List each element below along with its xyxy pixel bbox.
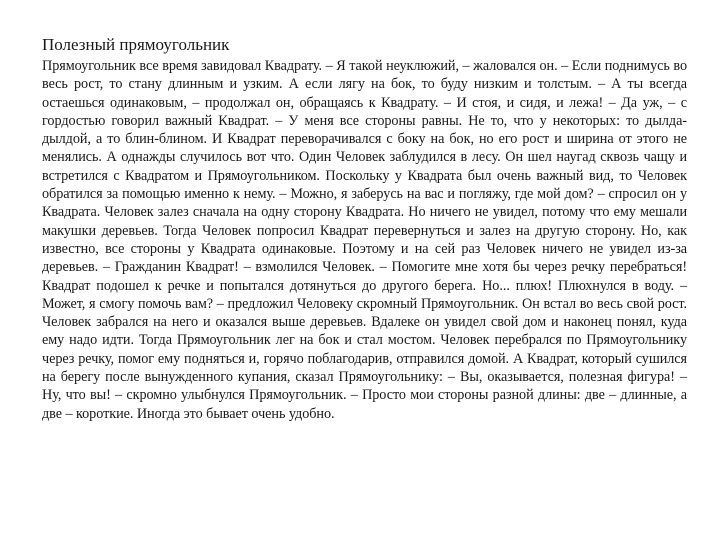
story-title: Полезный прямоугольник bbox=[42, 35, 230, 54]
story-body: Прямоугольник все время завидовал Квадрату. – Я такой неуклюжий, – жаловался он. – Если поднимусь во весь рост, то стану длинным и узким. А если лягу на бок, то буду низким и толстым. – А ты всегда остаешься одинаковым, – продолжал он, обращаясь к Квадрату. – И стоя, и сидя, и лежа! – Да уж, – с гордостью говорил важный Квадрат. – У меня все стороны равны. Не то, что у некоторых: то дылда-дылдой, а то блин-блином. И Квадрат переворачивался с боку на бок, но его рост и ширина от этого не менялись. А однажды случилось вот что. Один Человек заблудился в лесу. Он шел наугад сквозь чащу и встретился с Квадратом и Прямоугольником. Поскольку у Квадрата был очень важный вид, то Человек обратился за помощью именно к нему. – Можно, я заберусь на вас и погляжу, где мой дом? – спросил он у Квадрата. Человек залез сначала на одну сторону Квадрата. Но ничего не увидел, потому что ему мешали макушки деревьев. Тогда Человек попросил Квадрат перевернуться и залез на другую сторону. Но, как известно, все стороны у Квадрата одинаковые. Поэтому и на сей раз Человек ничего не увидел из-за деревьев. – Гражданин Квадрат! – взмолился Человек. – Помогите мне хотя бы через речку перебраться! Квадрат подошел к речке и попытался дотянуться до другого берега. Но... плюх! Плюхнулся в воду. – Может, я смогу помочь вам? – предложил Человеку скромный Прямоугольник. Он встал во весь свой рост. Человек забрался на него и оказался выше деревьев. Вдалеке он увидел свой дом и наконец понял, куда ему надо идти. Тогда Прямоугольник лег на бок и стал мостом. Человек перебрался по Прямоугольнику через речку, помог ему подняться и, горячо поблагодарив, отправился домой. А Квадрат, который сушился на берегу после вынужденного купания, сказал Прямоугольнику: – Вы, оказывается, полезная фигура! – Ну, что вы! – скромно улыбнулся Прямоугольник. – Просто мои стороны разной длины: две – длинные, а две – короткие. Иногда это бывает очень удобно. bbox=[42, 58, 687, 422]
text-block bbox=[42, 34, 687, 423]
